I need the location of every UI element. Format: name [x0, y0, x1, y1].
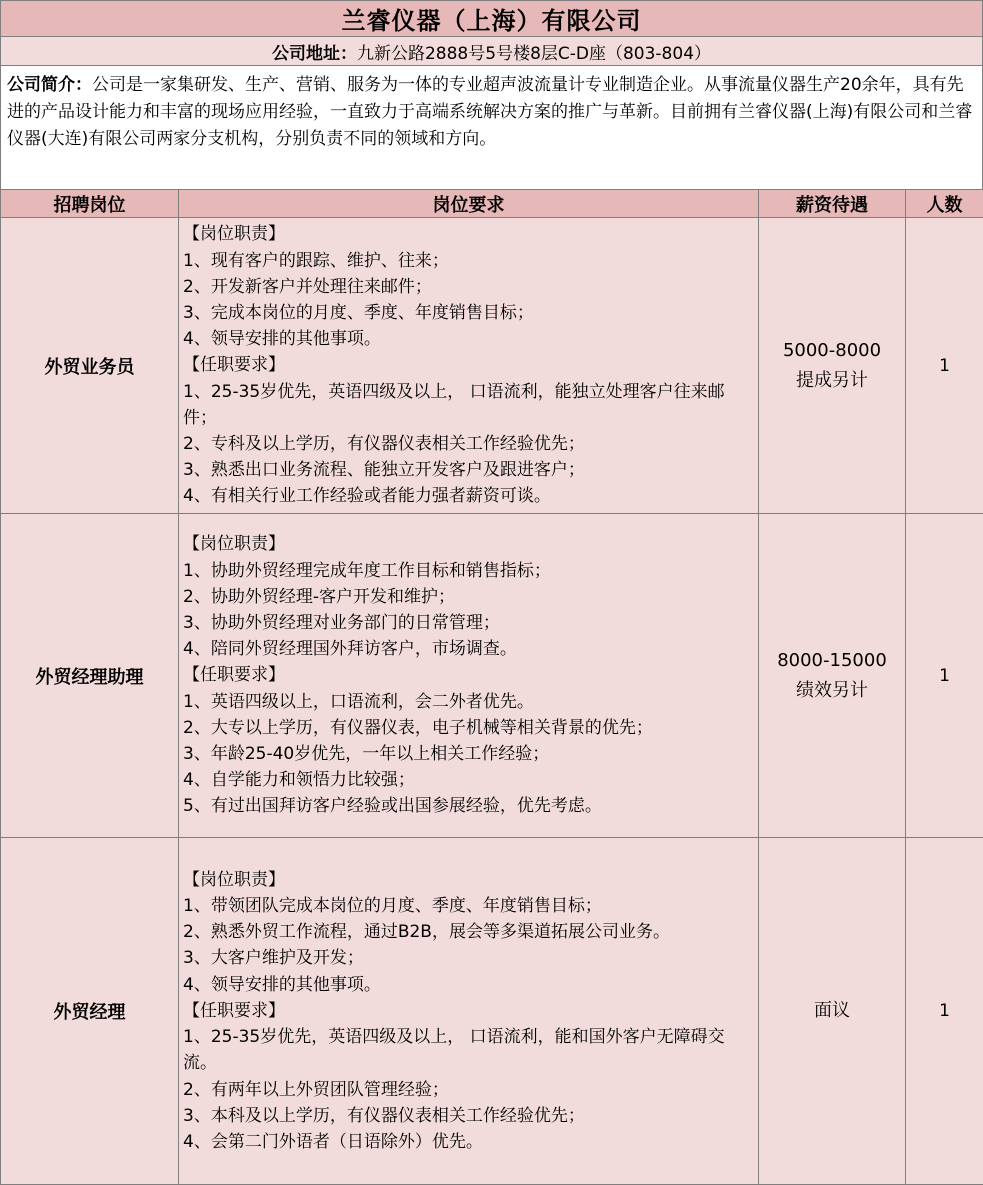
- requirement-line: 2、开发新客户并处理往来邮件；: [183, 274, 754, 300]
- salary-note: 绩效另计: [760, 676, 904, 706]
- requirement-line: 【岗位职责】: [183, 867, 754, 893]
- requirement-line: 1、带领团队完成本岗位的月度、季度、年度销售目标；: [183, 893, 754, 919]
- job-salary: [759, 218, 906, 514]
- requirement-line: 3、熟悉出口业务流程、能独立开发客户及跟进客户；: [183, 457, 754, 483]
- header-salary: 薪资待遇: [759, 190, 906, 218]
- salary-note: 提成另计: [760, 366, 904, 396]
- requirement-line: 1、协助外贸经理完成年度工作目标和销售指标；: [183, 558, 754, 584]
- table-row: [1, 838, 983, 1185]
- requirement-line: 【任职要求】: [183, 662, 754, 688]
- requirement-line: 【任职要求】: [183, 352, 754, 378]
- salary-range: 面议: [760, 996, 904, 1026]
- requirement-line: 【岗位职责】: [183, 221, 754, 247]
- job-requirements: [179, 514, 759, 838]
- job-salary: [759, 838, 906, 1185]
- requirement-line: 4、有相关行业工作经验或者能力强者薪资可谈。: [183, 483, 754, 509]
- requirement-line: 2、熟悉外贸工作流程，通过B2B，展会等多渠道拓展公司业务。: [183, 919, 754, 945]
- job-requirements: [179, 218, 759, 514]
- header-requirements: 岗位要求: [179, 190, 759, 218]
- requirement-line: 4、自学能力和领悟力比较强；: [183, 767, 754, 793]
- requirement-line: 2、大专以上学历，有仪器仪表，电子机械等相关背景的优先；: [183, 715, 754, 741]
- salary-range: 8000-15000: [760, 646, 904, 676]
- table-row: [1, 514, 983, 838]
- address-value: 九新公路2888号5号楼8层C-D座（803-804）: [357, 39, 711, 64]
- job-count: 1: [906, 218, 983, 514]
- intro-text: 公司是一家集研发、生产、营销、服务为一体的专业超声波流量计专业制造企业。从事流量仪器生产20余年，具有先进的产品设计能力和丰富的现场应用经验，一直致力于高端系统解决方案的推广与革新。目前拥有兰睿仪器(上海)有限公司和兰睿仪器(大连)有限公司两家分支机构，分别负责不同的领域和方向。: [7, 75, 972, 149]
- requirement-line: 3、本科及以上学历，有仪器仪表相关工作经验优先；: [183, 1103, 754, 1129]
- requirement-line: 1、现有客户的跟踪、维护、往来；: [183, 248, 754, 274]
- header-position: 招聘岗位: [1, 190, 179, 218]
- requirement-line: 5、有过出国拜访客户经验或出国参展经验，优先考虑。: [183, 793, 754, 819]
- requirement-line: 4、领导安排的其他事项。: [183, 326, 754, 352]
- company-address: [0, 36, 983, 66]
- table-row: [1, 218, 983, 514]
- requirement-line: 3、完成本岗位的月度、季度、年度销售目标；: [183, 300, 754, 326]
- job-count: 1: [906, 514, 983, 838]
- requirement-line: 3、大客户维护及开发；: [183, 945, 754, 971]
- requirement-line: 2、协助外贸经理-客户开发和维护；: [183, 584, 754, 610]
- requirement-line: 4、领导安排的其他事项。: [183, 972, 754, 998]
- jobs-table: [0, 189, 983, 1185]
- requirement-line: 3、协助外贸经理对业务部门的日常管理；: [183, 610, 754, 636]
- job-position: 外贸经理: [1, 838, 179, 1185]
- requirement-line: 4、陪同外贸经理国外拜访客户，市场调查。: [183, 636, 754, 662]
- requirement-line: 4、会第二门外语者（日语除外）优先。: [183, 1129, 754, 1155]
- company-title: 兰睿仪器（上海）有限公司: [0, 0, 983, 37]
- requirement-line: 1、25-35岁优先，英语四级及以上， 口语流利，能和国外客户无障碍交流。: [183, 1024, 754, 1076]
- job-count: 1: [906, 838, 983, 1185]
- header-count: 人数: [906, 190, 983, 218]
- requirement-line: 2、有两年以上外贸团队管理经验；: [183, 1077, 754, 1103]
- job-salary: [759, 514, 906, 838]
- requirement-line: 3、年龄25-40岁优先，一年以上相关工作经验；: [183, 741, 754, 767]
- table-header-row: [1, 190, 983, 218]
- salary-range: 5000-8000: [760, 336, 904, 366]
- address-label: 公司地址：: [272, 39, 357, 64]
- company-intro: [0, 65, 983, 190]
- requirement-line: 1、25-35岁优先，英语四级及以上， 口语流利，能独立处理客户往来邮件；: [183, 379, 754, 431]
- intro-label: 公司简介：: [7, 75, 92, 95]
- job-requirements: [179, 838, 759, 1185]
- requirement-line: 1、英语四级以上，口语流利，会二外者优先。: [183, 689, 754, 715]
- requirement-line: 2、专科及以上学历，有仪器仪表相关工作经验优先；: [183, 431, 754, 457]
- requirement-line: 【岗位职责】: [183, 531, 754, 557]
- job-position: 外贸经理助理: [1, 514, 179, 838]
- job-position: 外贸业务员: [1, 218, 179, 514]
- requirement-line: 【任职要求】: [183, 998, 754, 1024]
